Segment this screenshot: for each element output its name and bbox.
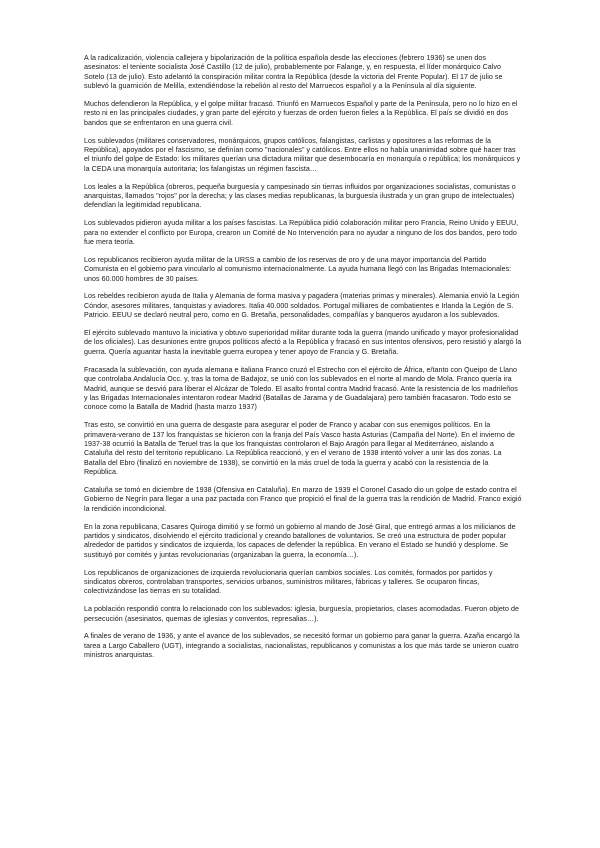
paragraph-6: Los republicanos recibieron ayuda militar de la URSS a cambio de los reservas de oro y de una mayor importancia del Partido Comunista en el gobierno para vincularlo al comunismo internacionalmente. La ayuda humana llegó con las Brigadas Internacionales: unos 60.000 hombres de 30 países. [84,255,512,283]
paragraph-12: En la zona republicana, Casares Quiroga dimitió y se formó un gobierno al mando de José Giral, que entregó armas a los milicianos de partidos y sindicatos, disolviendo el ejército tradicional y creando batallones de voluntarios. Se creó una estructura de poder popular alrededor de partidos y sindicatos de izquierda, los capaces de defender la república. En verano el Estado se hundió y desplome. Se sustituyó por comités y juntas revolucionarias (organizaban la guerra, la economía…). [84,522,516,559]
document-page [84,54,522,669]
paragraph-7: Los rebeldes recibieron ayuda de Italia y Alemania de forma masiva y pagadera (materias primas y minerales). Alemania envió la Legión Cóndor, asesores militares, tanquistas y aviadores. Italia 40.000 soldados. Portugal milliares de combatientes e Irlanda la Legión de S. Patricio. EEUU se declaró neutral pero, como en G. Bretaña, personalidades, compañías y banqueros ayudaron a los sublevados. [84,292,520,320]
paragraph-8: El ejército sublevado mantuvo la iniciativa y obtuvo superioridad militar durante toda la guerra (mando unificado y mayor profesionalidad de los oficiales). Las desuniones entre grupos políticos afectó a la República y fracasó en sus intentos ofensivos, pero resistió y alargó la guerra. Quería aguantar hasta la inevitable guerra europea y tener apoyo de Francia y G. Bretaña. [84,329,522,356]
paragraph-10: Tras esto, se convirtió en una guerra de desgaste para asegurar el poder de Franco y acabar con sus enemigos políticos. En la primavera-verano de 137 los franquistas se hicieron con la franja del País Vasco hasta Asturias (Campaña del Norte). En el invierno de 1937-38 ocurrió la Batalla de Teruel tras la que los franquistas controlaron el Bajo Aragón para llegar al Mediterráneo, aislando a Cataluña del resto del territorio republicano. La República reaccionó, y en el verano de 1938 intentó volver a unir las dos zonas. La Batalla del Ebro (finalizó en noviembre de 1938), se convirtió en la más cruel de toda la guerra y acabó con la resistencia de la República. [84,421,515,477]
paragraph-2: Muchos defendieron la República, y el golpe militar fracasó. Triunfó en Marruecos Español y parte de la Península, pero no lo hizo en el resto ni en las principales ciudades, y gran parte del ejército y fuerzas de orden fueron fieles a la República. El país se dividió en dos bandos que se enfrentaron en una guerra civil. [84,100,518,127]
paragraph-15: A finales de verano de 1936, y ante el avance de los sublevados, se necesitó formar un gobierno para ganar la guerra. Azaña encargó la tarea a Largo Caballero (UGT), integrando a socialistas, nacionalistas, republicanos y comunistas a los que más tarde se unieron cuatro ministros anarquistas. [84,632,520,660]
paragraph-3: Los sublevados (militares conservadores, monárquicos, grupos católicos, falangistas, carlistas y opositores a las reformas de la República), apoyados por el fascismo, se definían como "nacionales" y católicos. Entre ellos no había unanimidad sobre qué hacer tras el triunfo del golpe de Estado: los militares querían una dictadura militar que desembocaría en monarquía o república; los monárquicos y la CEDA una monarquía autoritaria; los falangistas un régimen fascista… [84,136,521,173]
paragraph-13: Los republicanos de organizaciones de izquierda revolucionaria querían cambios sociales. Los comités, formados por partidos y sindicatos obreros, controlaban transportes, servicios urbanos, suministros militares, fábricas y talleres. Se ocuparon fincas, colectivizándose las tierras en su totalidad. [84,568,493,596]
paragraph-1: A la radicalización, violencia callejera y bipolarización de la política española desde las elecciones (febrero 1936) se unen dos asesinatos: el teniente socialista José Castillo (12 de julio), probablemente por Falange, y, en respuesta, el líder monárquico Calvo Sotelo (13 de julio). Esto adelantó la conspiración militar contra la República (desde la victoria del Frente Popular). El 17 de julio se sublevó la guarnición de Melilla, extendiéndose la rebelión al resto del Marruecos español y a la Península al día siguiente. [84,54,503,91]
paragraph-5: Los sublevados pidieron ayuda militar a los países fascistas. La República pidió colaboración militar pero Francia, Reino Unido y EEUU, para no extender el conflicto por Europa, crearon un Comité de No Intervención para no ayudar a ninguno de los dos bandos, pero todo fue mera teoría. [84,219,519,247]
paragraph-14: La población respondió contra lo relacionado con los sublevados: iglesia, burguesía, propietarios, clases acomodadas. Fueron objeto de persecución (asesinatos, quemas de iglesias y conventos, represalias…). [84,605,519,623]
paragraph-9: Fracasada la sublevación, con ayuda alemana e italiana Franco cruzó el Estrecho con el ejército de África, e/tanto con Queipo de Llano que controlaba Andalucía Occ. y, tras la toma de Badajoz, se unió con los sublevados en el norte al mando de Mola. Franco quería ira Madrid, aunque se desvió para liberar el Alcázar de Toledo. El asalto frontal contra Madrid fracasó. Ante la resistencia de los madrileños y las Brigadas Internacionales intentaron rodear Madrid (Batallas de Jarama y de Guadalajara) pero también fracasaron. Todo esto se conoce como la Batalla de Madrid (hasta marzo 1937) [84,365,518,412]
paragraph-4: Los leales a la República (obreros, pequeña burguesía y campesinado sin tierras influidos por organizaciones socialistas, comunistas o anarquistas, llamados "rojos" por la derecha; y las clases medias republicanas, la burguesía ilustrada y un gran grupo de intelectuales) defendían la legitimidad republicana. [84,182,516,210]
paragraph-11: Cataluña se tomó en diciembre de 1938 (Ofensiva en Cataluña). En marzo de 1939 el Coronel Casado dio un golpe de estado contra el Gobierno de Negrín para llegar a una paz pactada con Franco que propició el final de la guerra tras la rendición de Madrid. Franco exigió la rendición incondicional. [84,485,522,513]
